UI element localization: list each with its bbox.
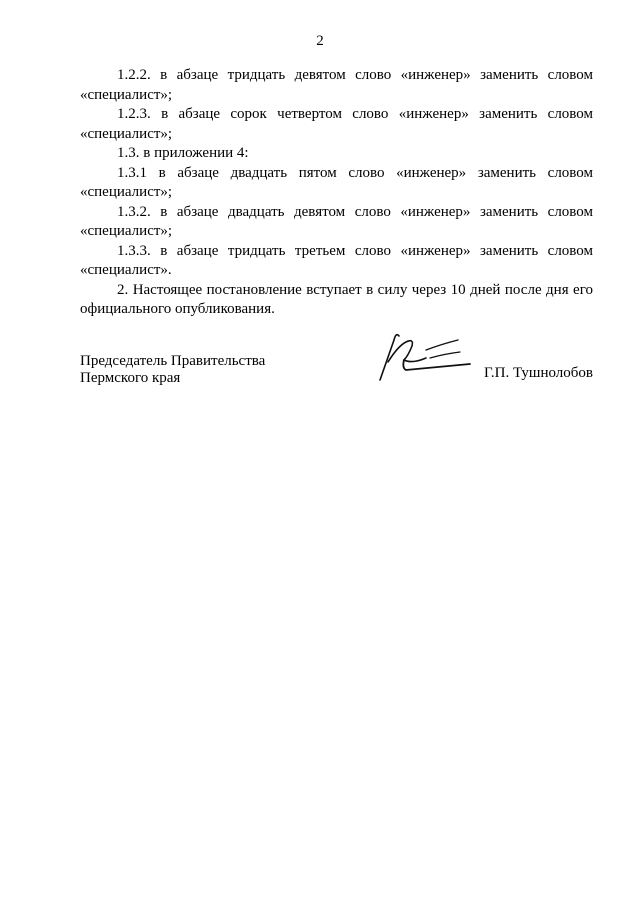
handwritten-signature (368, 318, 488, 383)
paragraph-1-3-1: 1.3.1 в абзаце двадцать пятом слово «инженер» заменить словом «специалист»; (80, 164, 593, 200)
signatory-position-line-2: Пермского края (80, 370, 181, 386)
paragraph-1-3-2: 1.3.2. в абзаце двадцать девятом слово «инженер» заменить словом «специалист»; (80, 203, 593, 239)
signatory-name: Г.П. Тушнолобов (483, 365, 593, 381)
paragraph-1-3-3: 1.3.3. в абзаце тридцать третьем слово «инженер» заменить словом «специалист». (80, 242, 593, 278)
paragraph-2: 2. Настоящее постановление вступает в силу через 10 дней после дня его официального опубликования. (80, 281, 593, 317)
paragraph-1-3: 1.3. в приложении 4: (117, 145, 249, 161)
document-body (80, 66, 593, 320)
paragraph-1-2-2: 1.2.2. в абзаце тридцать девятом слово «инженер» заменить словом «специалист»; (80, 67, 593, 103)
signatory-position (80, 353, 265, 387)
paragraph-1-2-3: 1.2.3. в абзаце сорок четвертом слово «инженер» заменить словом «специалист»; (80, 106, 593, 142)
signature-block (80, 353, 593, 413)
page-number: 2 (316, 33, 324, 49)
signatory-position-line-1: Председатель Правительства (80, 353, 266, 369)
